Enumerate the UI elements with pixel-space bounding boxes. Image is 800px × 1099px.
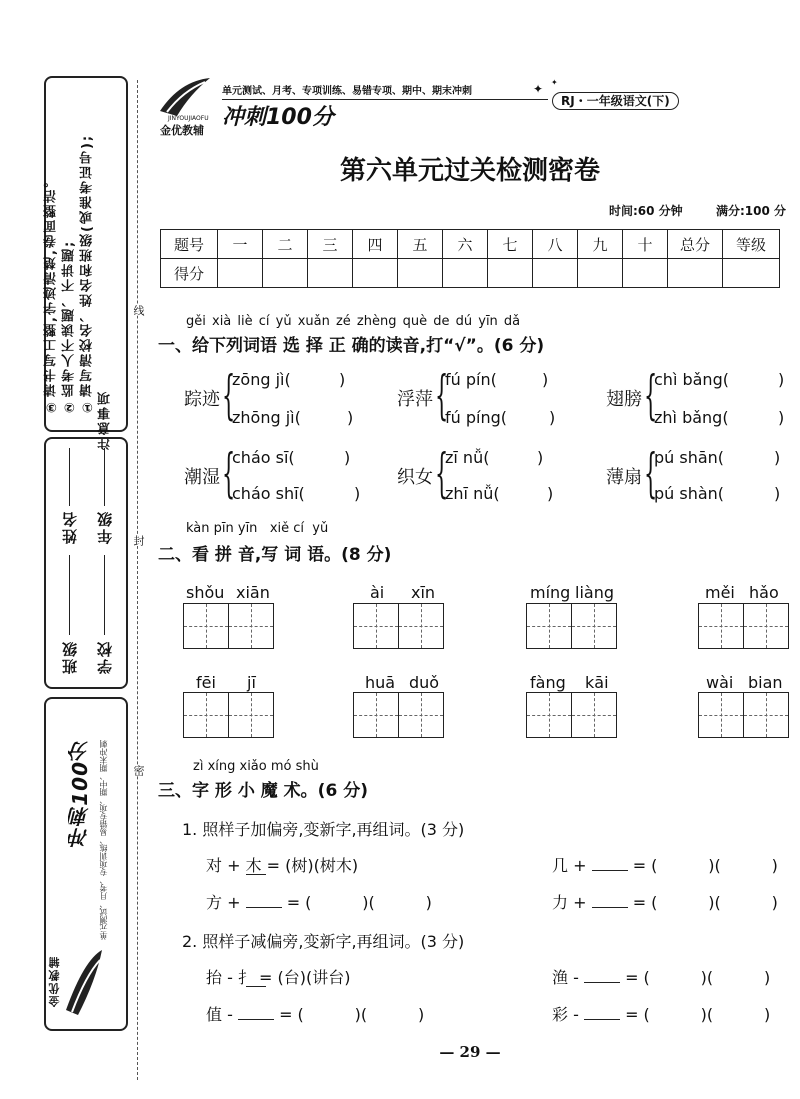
choice-option[interactable]: pú shàn(	[654, 484, 725, 503]
close-paren: )	[547, 484, 554, 503]
score-cell[interactable]	[668, 259, 723, 288]
choice-word: 织女	[397, 467, 433, 488]
score-table-score-row	[161, 259, 780, 288]
choice-group	[184, 446, 374, 506]
section1-pinyin: gěi xià liè cí yǔ xuǎn zé zhèng què de dú yīn dǎ	[186, 314, 521, 329]
choice-group	[184, 368, 374, 428]
writing-grid[interactable]	[353, 603, 444, 649]
score-cell[interactable]	[398, 259, 443, 288]
word-pinyin: bian	[748, 673, 783, 692]
close-paren: )	[774, 484, 781, 503]
score-cell[interactable]	[723, 259, 780, 288]
score-header-cell: 三	[308, 230, 353, 259]
answer-blank[interactable]	[592, 893, 628, 908]
writing-grid[interactable]	[698, 692, 789, 738]
word-pinyin: wài	[706, 673, 734, 692]
header-series-line: 单元测试、月考、专项训练、易错专项、期中、期末冲刺	[222, 86, 472, 97]
q-prefix: 几 +	[552, 856, 587, 875]
choice-option[interactable]: chì bǎng(	[654, 370, 729, 389]
example-underline	[246, 874, 266, 875]
part2-q1[interactable]	[552, 965, 770, 988]
answer-blank[interactable]	[246, 893, 282, 908]
choice-option[interactable]: zhī nǚ(	[445, 484, 500, 503]
close-paren: )	[778, 408, 785, 427]
word-pinyin: jī	[247, 673, 256, 692]
score-header-cell: 七	[488, 230, 533, 259]
section2-pinyin: kàn pīn yīn xiě cí yǔ	[186, 521, 329, 536]
class-label: 班级	[61, 640, 79, 674]
brace-icon: {	[435, 366, 449, 426]
q-tail: = ( )( )	[625, 1005, 771, 1024]
choice-option[interactable]: fú píng(	[445, 408, 507, 427]
time-text: 时间:60 分钟	[609, 204, 683, 218]
part1-q2[interactable]	[206, 890, 432, 913]
choice-option[interactable]: cháo sī(	[232, 448, 295, 467]
close-paren: )	[549, 408, 556, 427]
score-header-cell: 等级	[723, 230, 780, 259]
brace-icon: {	[222, 444, 236, 504]
writing-grid[interactable]	[526, 692, 617, 738]
score-cell[interactable]	[263, 259, 308, 288]
notes-line-3: ③请书写工整,字迹清楚,卷面整洁。	[44, 173, 59, 414]
notes-line-1: ①请写清校名、姓名和班级(或准考证号);	[80, 133, 95, 414]
score-cell[interactable]	[443, 259, 488, 288]
q-prefix: 力 +	[552, 893, 587, 912]
q-tail: = ( )( )	[279, 1005, 425, 1024]
word-pinyin: liàng	[575, 583, 614, 602]
close-paren: )	[542, 370, 549, 389]
writing-grid[interactable]	[526, 603, 617, 649]
q-tail: = ( )( )	[625, 968, 771, 987]
section3-pinyin: zì xíng xiǎo mó shù	[193, 759, 319, 774]
word-pinyin: xiān	[236, 583, 270, 602]
part1-example: 对 + 木 = (树)(树木)	[206, 856, 359, 875]
q-tail: = ( )( )	[632, 893, 778, 912]
word-pinyin: ài	[370, 583, 385, 602]
school-line[interactable]	[104, 555, 106, 635]
q-prefix: 渔 -	[552, 968, 579, 987]
score-header-cell: 一	[218, 230, 263, 259]
score-cell[interactable]	[308, 259, 353, 288]
brand-series-text: 单元测试、月考、专项训练、易错专项、期中、期末冲刺	[99, 740, 108, 940]
brand-name-text: 冲刺100分	[68, 740, 92, 848]
brace-icon: {	[644, 444, 658, 504]
example-underline	[246, 986, 266, 987]
school-label: 学校	[96, 640, 114, 674]
choice-word: 翅膀	[606, 389, 642, 410]
brace-icon: {	[222, 366, 236, 426]
score-row-label: 得分	[161, 259, 218, 288]
brand-logo-icon	[56, 940, 112, 1020]
choice-group	[397, 446, 587, 506]
choice-word: 薄扇	[606, 467, 642, 488]
score-header-cell: 九	[578, 230, 623, 259]
close-paren: )	[774, 448, 781, 467]
score-header-cell: 十	[623, 230, 668, 259]
word-pinyin: xīn	[411, 583, 436, 602]
score-header-cell: 五	[398, 230, 443, 259]
part1-q3[interactable]	[552, 890, 778, 913]
name-label: 姓名	[61, 510, 79, 544]
word-pinyin: hǎo	[749, 583, 779, 602]
choice-option[interactable]: fú pín(	[445, 370, 497, 389]
score-cell[interactable]	[533, 259, 578, 288]
choice-option[interactable]: zhì bǎng(	[654, 408, 729, 427]
answer-blank[interactable]	[238, 1005, 274, 1020]
score-header-cell: 二	[263, 230, 308, 259]
header-brand-pinyin: JINYOUJIAOFU	[168, 115, 209, 122]
page-number: — 29 —	[439, 1043, 501, 1061]
word-pinyin: kāi	[585, 673, 609, 692]
q-prefix: 值 -	[206, 1005, 233, 1024]
score-cell[interactable]	[488, 259, 533, 288]
choice-word: 浮萍	[397, 389, 433, 410]
score-cell[interactable]	[623, 259, 668, 288]
part1-title: 1. 照样子加偏旁,变新字,再组词。(3 分)	[182, 820, 465, 839]
score-cell[interactable]	[578, 259, 623, 288]
score-header-cell: 六	[443, 230, 488, 259]
page-title: 第六单元过关检测密卷	[339, 156, 600, 186]
choice-word: 潮湿	[184, 467, 220, 488]
score-header-cell: 总分	[668, 230, 723, 259]
header-brand-logo: 冲刺100分	[222, 105, 334, 130]
word-pinyin: huā	[365, 673, 396, 692]
brace-icon: {	[435, 444, 449, 504]
choice-group	[397, 368, 587, 428]
score-cell[interactable]	[353, 259, 398, 288]
choice-word: 踪迹	[184, 389, 220, 410]
score-cell[interactable]	[218, 259, 263, 288]
score-table-header-row	[161, 230, 780, 259]
answer-blank[interactable]	[584, 968, 620, 983]
choice-group	[606, 368, 796, 428]
grade-tag: RJ・一年级语文(下)	[552, 92, 679, 110]
word-pinyin: fàng	[530, 673, 566, 692]
section2-title: 二、看 拼 音,写 词 语。(8 分)	[158, 545, 392, 565]
cut-mark-seal: 封	[132, 535, 145, 546]
close-paren: )	[344, 448, 351, 467]
part2-example: 抬 - 扌 = (台)(讲台)	[206, 968, 351, 987]
class-line[interactable]	[69, 555, 71, 635]
part2-q2[interactable]	[206, 1002, 424, 1025]
word-pinyin: míng	[530, 583, 571, 602]
choice-group	[606, 446, 796, 506]
notes-line-2: ②监考人不读题、不讲题;	[62, 239, 77, 414]
answer-blank[interactable]	[592, 856, 628, 871]
choice-option[interactable]: cháo shī(	[232, 484, 305, 503]
student-info-box	[44, 437, 128, 689]
writing-grid[interactable]	[698, 603, 789, 649]
choice-option[interactable]: pú shān(	[654, 448, 725, 467]
part2-title: 2. 照样子减偏旁,变新字,再组词。(3 分)	[182, 932, 465, 951]
score-header-cell: 八	[533, 230, 578, 259]
score-header-cell: 四	[353, 230, 398, 259]
word-pinyin: měi	[705, 583, 735, 602]
part2-q3[interactable]	[552, 1002, 770, 1025]
close-paren: )	[339, 370, 346, 389]
word-pinyin: shǒu	[186, 583, 225, 602]
word-pinyin: duǒ	[409, 673, 440, 692]
answer-blank[interactable]	[584, 1005, 620, 1020]
header-brand-publisher: 金优教辅	[160, 124, 204, 137]
grade-label: 年级	[96, 510, 114, 544]
close-paren: )	[354, 484, 361, 503]
notes-label: 注意事项	[98, 390, 113, 450]
score-header-cell: 题号	[161, 230, 218, 259]
brand-publisher-text: 金优教辅	[48, 955, 61, 1007]
q-tail: = ( )( )	[632, 856, 778, 875]
section3-title: 三、字 形 小 魔 术。(6 分)	[158, 781, 368, 801]
header-rule	[222, 99, 548, 100]
cut-line	[137, 80, 138, 1080]
sparkle-icon-small: ✦	[551, 78, 558, 87]
q-prefix: 方 +	[206, 893, 241, 912]
close-paren: )	[778, 370, 785, 389]
word-pinyin: fēi	[196, 673, 216, 692]
cut-mark-secret: 密	[132, 765, 145, 776]
choice-option[interactable]: zhōng jì(	[232, 408, 301, 427]
full-score-text: 满分:100 分	[716, 204, 787, 218]
choice-option[interactable]: zī nǚ(	[445, 448, 490, 467]
writing-grid[interactable]	[183, 603, 274, 649]
grade-line[interactable]	[104, 448, 106, 506]
name-line[interactable]	[69, 448, 71, 506]
writing-grid[interactable]	[353, 692, 444, 738]
q-prefix: 彩 -	[552, 1005, 579, 1024]
sparkle-icon: ✦	[533, 82, 544, 96]
close-paren: )	[537, 448, 544, 467]
section1-title: 一、给下列词语 选 择 正 确的读音,打“√”。(6 分)	[158, 336, 545, 356]
q-tail: = ( )( )	[286, 893, 432, 912]
cut-mark-line: 线	[132, 305, 145, 316]
score-table	[160, 229, 780, 288]
part1-q1[interactable]	[552, 853, 778, 876]
brace-icon: {	[644, 366, 658, 426]
choice-option[interactable]: zōng jì(	[232, 370, 291, 389]
close-paren: )	[347, 408, 354, 427]
writing-grid[interactable]	[183, 692, 274, 738]
